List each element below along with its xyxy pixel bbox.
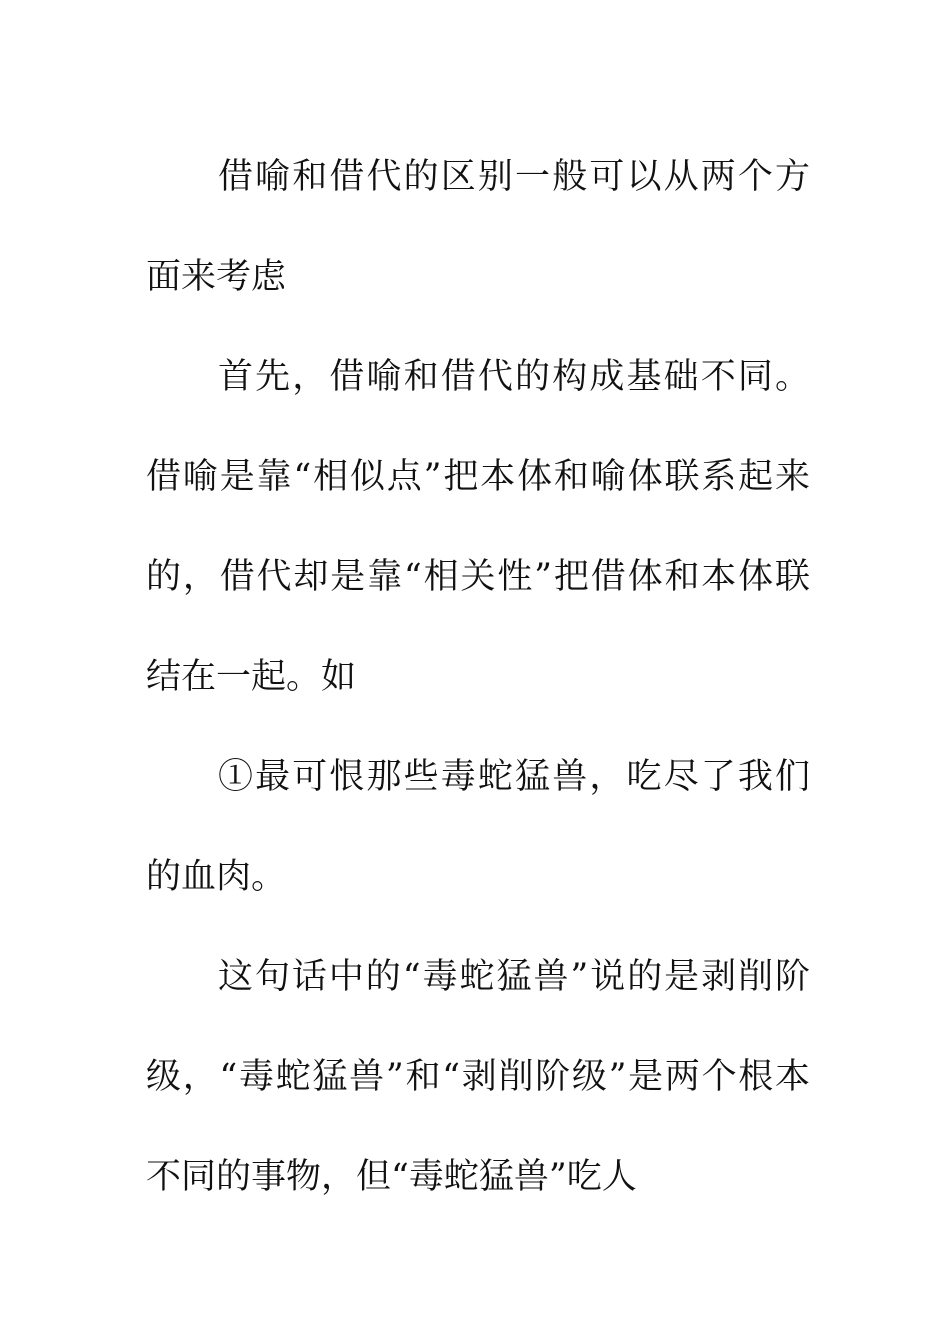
paragraph-example: ①最可恨那些毒蛇猛兽，吃尽了我们的血肉。 <box>146 757 810 897</box>
document-body <box>146 127 810 1227</box>
paragraph-analysis: 这句话中的“毒蛇猛兽”说的是剥削阶级，“毒蛇猛兽”和“剥削阶级”是两个根本不同的事物，但“毒蛇猛兽”吃人 <box>146 957 810 1197</box>
paragraph-basis: 首先，借喻和借代的构成基础不同。借喻是靠“相似点”把本体和喻体联系起来的，借代却是靠“相关性”把借体和本体联结在一起。如 <box>146 357 810 697</box>
paragraph-intro: 借喻和借代的区别一般可以从两个方面来考虑 <box>146 157 810 297</box>
